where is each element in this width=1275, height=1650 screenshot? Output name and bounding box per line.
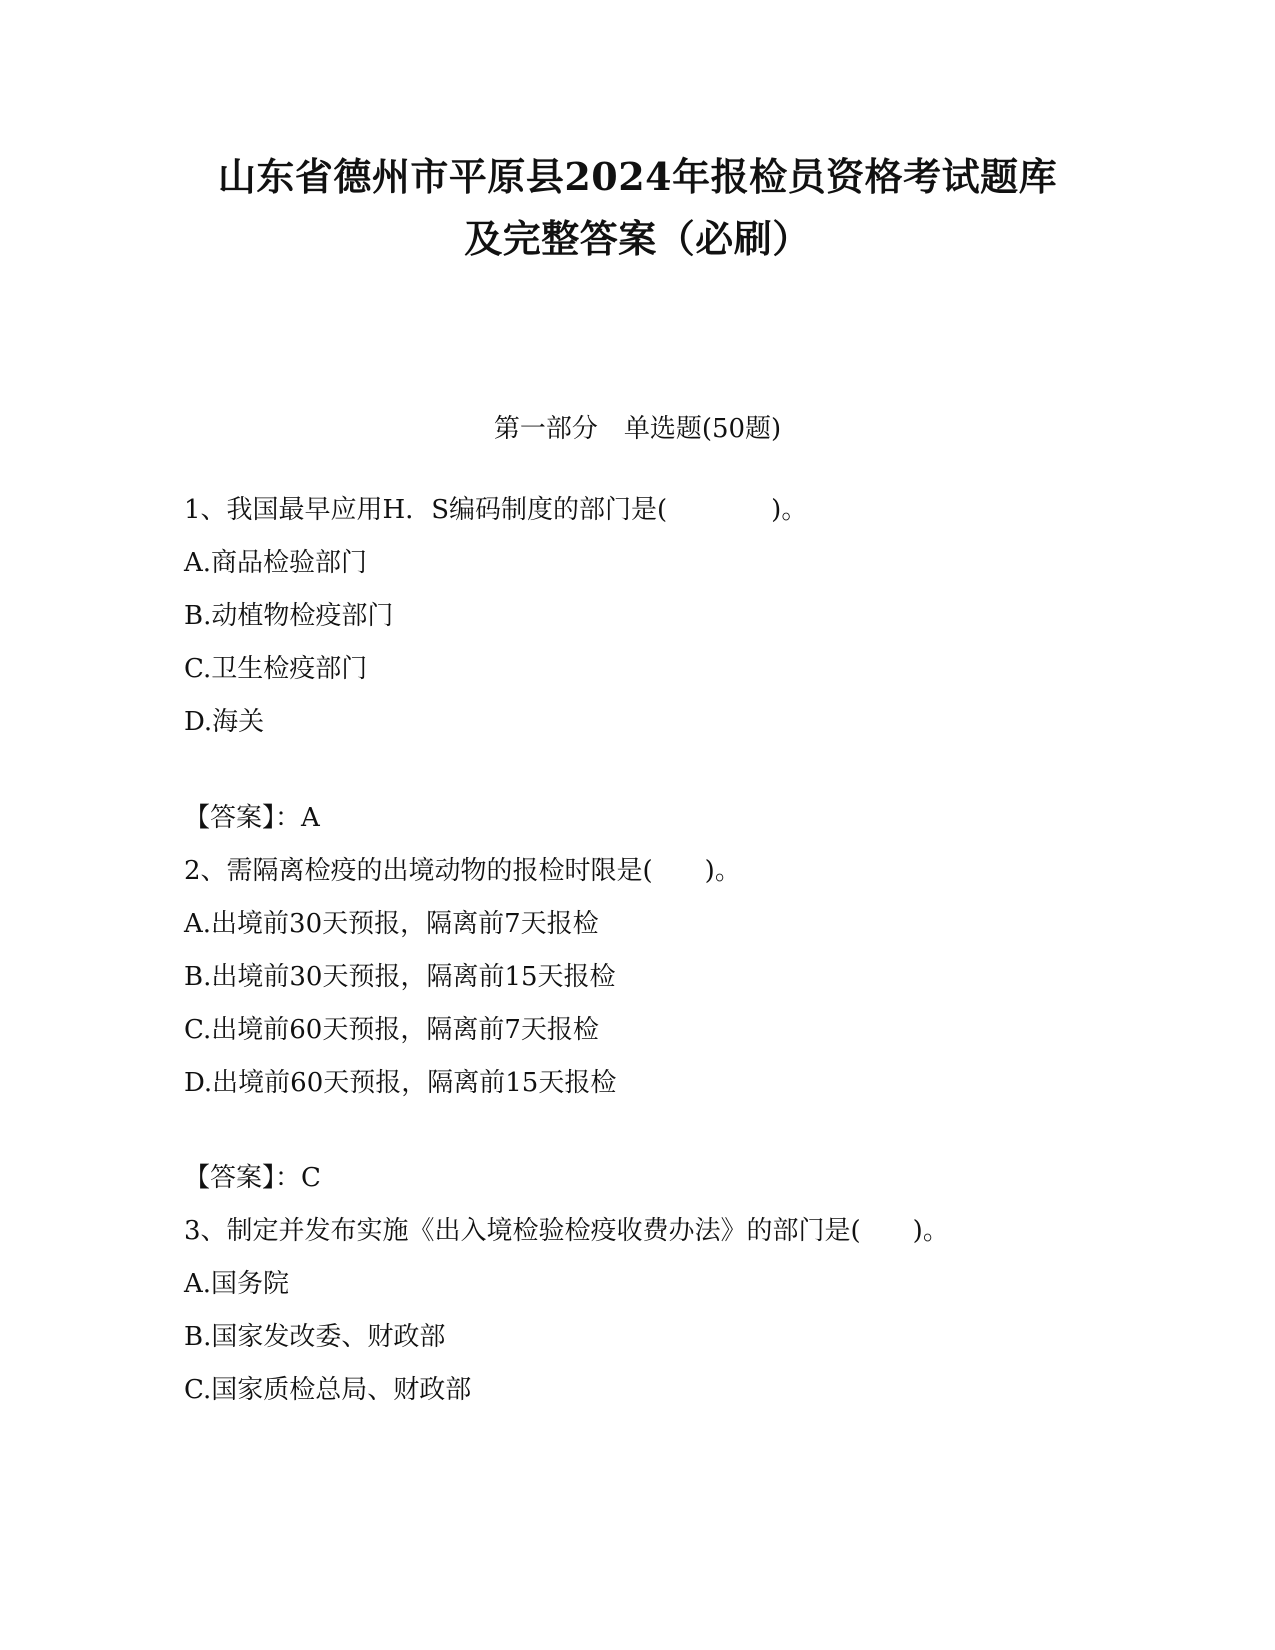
question-2-option-c: C.出境前60天预报，隔离前7天报检 (184, 1015, 599, 1045)
question-3-option-b: B.国家发改委、财政部 (184, 1322, 446, 1352)
question-1-option-a: A.商品检验部门 (184, 548, 368, 578)
question-1-answer: 【答案】：A (184, 803, 320, 833)
document-title-line-2: 及完整答案（必刷） (464, 216, 811, 261)
question-2-answer: 【答案】：C (184, 1163, 321, 1193)
question-1-option-d: D.海关 (184, 707, 265, 737)
question-2-stem: 2、需隔离检疫的出境动物的报检时限是( )。 (184, 856, 741, 886)
question-2-option-b: B.出境前30天预报，隔离前15天报检 (184, 962, 616, 992)
question-3-option-a: A.国务院 (184, 1269, 290, 1299)
question-2-option-d: D.出境前60天预报，隔离前15天报检 (184, 1068, 617, 1098)
question-3-option-c: C.国家质检总局、财政部 (184, 1375, 472, 1405)
document-title-line-1: 山东省德州市平原县2024年报检员资格考试题库 (217, 154, 1058, 199)
section-heading: 第一部分 单选题(50题) (493, 414, 782, 444)
question-1-option-c: C.卫生检疫部门 (184, 654, 368, 684)
question-2-option-a: A.出境前30天预报，隔离前7天报检 (184, 909, 599, 939)
question-1-stem: 1、我国最早应用H．S编码制度的部门是( )。 (184, 495, 808, 525)
question-3-stem: 3、制定并发布实施《出入境检验检疫收费办法》的部门是( )。 (184, 1216, 949, 1246)
question-1-option-b: B.动植物检疫部门 (184, 601, 394, 631)
